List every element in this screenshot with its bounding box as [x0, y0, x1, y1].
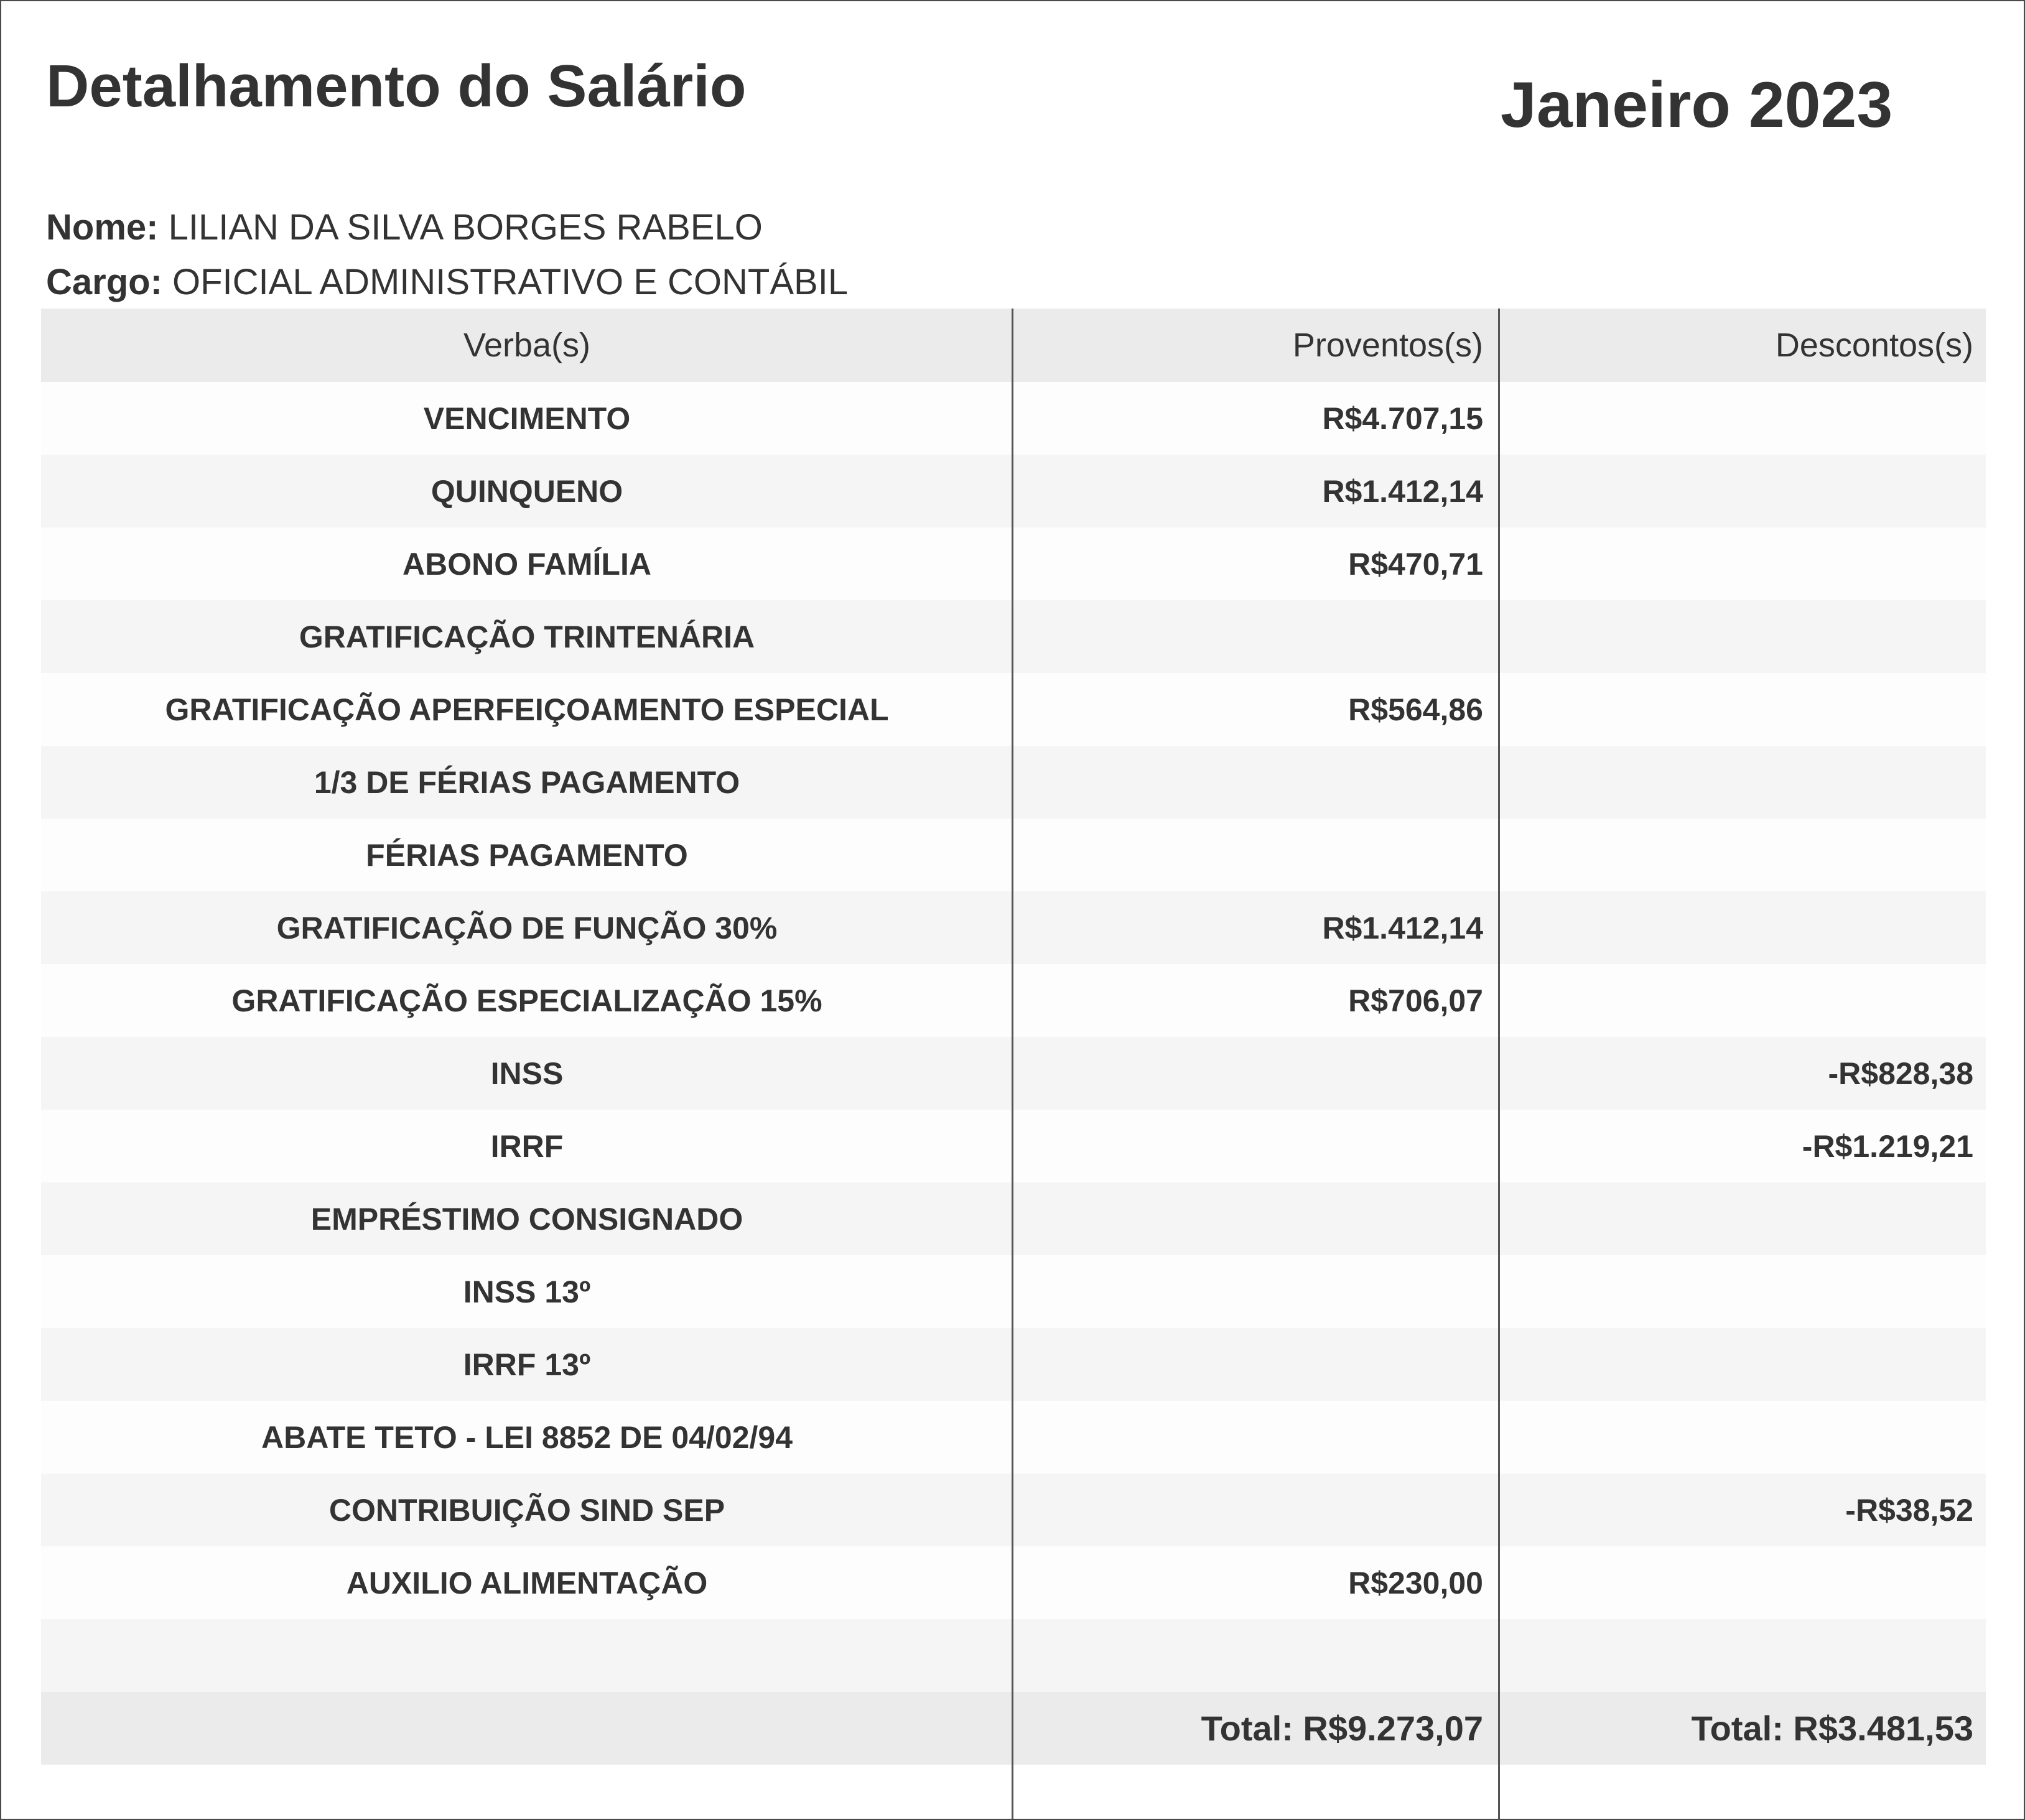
- header-proventos: Proventos(s): [1292, 327, 1483, 364]
- cell-verba: VENCIMENTO: [423, 401, 631, 436]
- table-row: [41, 673, 1986, 746]
- cell-verba: GRATIFICAÇÃO TRINTENÁRIA: [299, 619, 755, 654]
- column-divider: [1012, 309, 1013, 1819]
- table-row: [41, 455, 1986, 527]
- table-row: [41, 1328, 1986, 1401]
- table-row: [41, 1110, 1986, 1182]
- table-row: [41, 964, 1986, 1037]
- header-verba: Verba(s): [463, 327, 591, 364]
- column-divider: [1498, 309, 1500, 1819]
- cell-verba: FÉRIAS PAGAMENTO: [366, 837, 688, 873]
- cell-proventos: R$706,07: [1348, 983, 1483, 1018]
- cell-verba: GRATIFICAÇÃO APERFEIÇOAMENTO ESPECIAL: [165, 692, 889, 727]
- cell-verba: INSS 13º: [463, 1274, 591, 1309]
- cell-proventos: R$564,86: [1348, 692, 1483, 727]
- table-row: [41, 1255, 1986, 1328]
- table-row: [41, 1401, 1986, 1474]
- table-row: [41, 382, 1986, 455]
- header-descontos: Descontos(s): [1775, 327, 1973, 364]
- cell-verba: INSS: [490, 1056, 564, 1091]
- cell-verba: IRRF 13º: [463, 1347, 591, 1382]
- table-row: [41, 1619, 1986, 1692]
- table-header: [41, 309, 1986, 382]
- salary-table: [41, 309, 1986, 1765]
- cell-verba: QUINQUENO: [431, 473, 623, 509]
- employee-role: [46, 261, 848, 303]
- table-row: [41, 1546, 1986, 1619]
- cell-verba: ABONO FAMÍLIA: [403, 546, 651, 582]
- totals-row: [41, 1692, 1986, 1765]
- cell-verba: EMPRÉSTIMO CONSIGNADO: [310, 1201, 743, 1237]
- cell-verba: GRATIFICAÇÃO DE FUNÇÃO 30%: [276, 910, 778, 945]
- cell-verba: GRATIFICAÇÃO ESPECIALIZAÇÃO 15%: [231, 983, 822, 1018]
- cell-descontos: -R$1.219,21: [1802, 1128, 1973, 1164]
- cell-verba: IRRF: [490, 1128, 564, 1164]
- name-label: Nome:: [46, 207, 159, 248]
- cell-descontos: -R$828,38: [1828, 1056, 1973, 1091]
- cell-proventos: R$230,00: [1348, 1565, 1483, 1600]
- role-label: Cargo:: [46, 262, 162, 302]
- table-row: [41, 819, 1986, 891]
- role-value: OFICIAL ADMINISTRATIVO E CONTÁBIL: [172, 262, 849, 302]
- cell-proventos: R$1.412,14: [1322, 473, 1483, 509]
- table-row: [41, 1037, 1986, 1110]
- cell-proventos: R$1.412,14: [1322, 910, 1483, 945]
- cell-descontos: -R$38,52: [1845, 1492, 1973, 1528]
- cell-verba: 1/3 DE FÉRIAS PAGAMENTO: [314, 764, 740, 800]
- cell-proventos: R$470,71: [1348, 546, 1483, 582]
- period-label: Janeiro 2023: [1501, 69, 1893, 141]
- cell-proventos: R$4.707,15: [1322, 401, 1483, 436]
- table-row: [41, 891, 1986, 964]
- table-row: [41, 746, 1986, 819]
- table-row: [41, 1182, 1986, 1255]
- employee-name: [46, 207, 763, 248]
- name-value: LILIAN DA SILVA BORGES RABELO: [168, 207, 763, 248]
- table-row: [41, 600, 1986, 673]
- table-row: [41, 1474, 1986, 1546]
- total-descontos: Total: R$3.481,53: [1691, 1709, 1973, 1748]
- cell-verba: AUXILIO ALIMENTAÇÃO: [346, 1565, 708, 1600]
- cell-verba: CONTRIBUIÇÃO SIND SEP: [328, 1492, 725, 1528]
- page-title: Detalhamento do Salário: [46, 53, 747, 119]
- cell-verba: ABATE TETO - LEI 8852 DE 04/02/94: [261, 1419, 793, 1455]
- table-row: [41, 527, 1986, 600]
- total-proventos: Total: R$9.273,07: [1201, 1709, 1483, 1748]
